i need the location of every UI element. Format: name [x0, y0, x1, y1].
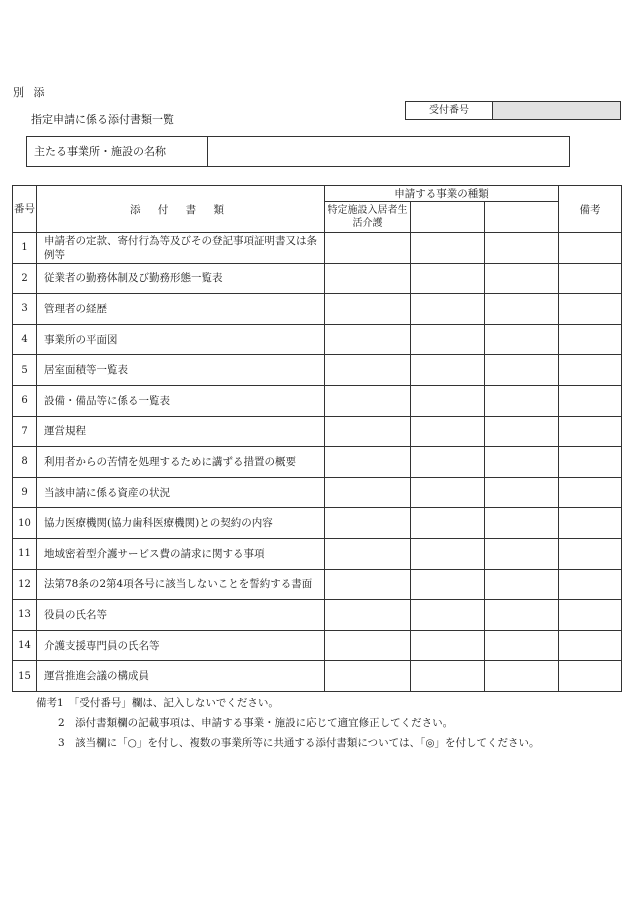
- row-document-name: 法第78条の2第4項各号に該当しないことを誓約する書面: [37, 569, 325, 600]
- header-number: 番号: [13, 186, 37, 233]
- row-document-name: 申請者の定款、寄付行為等及びその登記事項証明書又は条例等: [37, 233, 325, 264]
- row-document-name: 従業者の勤務体制及び勤務形態一覧表: [37, 263, 325, 294]
- row-document-name: 当該申請に係る資産の状況: [37, 477, 325, 508]
- note-1: 備考1 「受付番号」欄は、記入しないでください。: [36, 697, 279, 709]
- row-kind-2-cell[interactable]: [411, 538, 485, 569]
- row-kind-3-cell[interactable]: [485, 661, 559, 692]
- row-remarks-cell[interactable]: [559, 324, 622, 355]
- header-kind-3: [485, 202, 559, 233]
- row-remarks-cell[interactable]: [559, 508, 622, 539]
- row-document-name: 運営推進会議の構成員: [37, 661, 325, 692]
- row-remarks-cell[interactable]: [559, 447, 622, 478]
- table-row: [13, 477, 622, 508]
- facility-name-field[interactable]: [208, 137, 569, 166]
- row-kind-3-cell[interactable]: [485, 538, 559, 569]
- row-kind-1-cell[interactable]: [325, 538, 411, 569]
- row-number: 3: [13, 294, 37, 325]
- row-remarks-cell[interactable]: [559, 263, 622, 294]
- row-kind-2-cell[interactable]: [411, 508, 485, 539]
- row-kind-1-cell[interactable]: [325, 569, 411, 600]
- table-row: [13, 324, 622, 355]
- row-document-name: 運営規程: [37, 416, 325, 447]
- table-row: [13, 630, 622, 661]
- row-number: 14: [13, 630, 37, 661]
- row-kind-2-cell[interactable]: [411, 600, 485, 631]
- row-number: 6: [13, 385, 37, 416]
- row-number: 15: [13, 661, 37, 692]
- table-row: [13, 416, 622, 447]
- table-row: [13, 600, 622, 631]
- row-kind-1-cell[interactable]: [325, 233, 411, 264]
- row-kind-3-cell[interactable]: [485, 477, 559, 508]
- table-row: [13, 294, 622, 325]
- table-row: [13, 385, 622, 416]
- header-remarks: 備考: [559, 186, 622, 233]
- row-kind-2-cell[interactable]: [411, 263, 485, 294]
- table-row: [13, 447, 622, 478]
- row-kind-2-cell[interactable]: [411, 661, 485, 692]
- facility-name-label: 主たる事業所・施設の名称: [27, 137, 208, 166]
- row-document-name: 居室面積等一覧表: [37, 355, 325, 386]
- facility-name-box: [26, 136, 570, 167]
- header-kind-2: [411, 202, 485, 233]
- table-row: [13, 233, 622, 264]
- row-kind-1-cell[interactable]: [325, 324, 411, 355]
- row-kind-2-cell[interactable]: [411, 630, 485, 661]
- row-kind-3-cell[interactable]: [485, 416, 559, 447]
- row-kind-1-cell[interactable]: [325, 630, 411, 661]
- document-title: 指定申請に係る添付書類一覧: [31, 113, 174, 126]
- row-kind-1-cell[interactable]: [325, 416, 411, 447]
- row-kind-2-cell[interactable]: [411, 324, 485, 355]
- row-kind-3-cell[interactable]: [485, 447, 559, 478]
- row-kind-2-cell[interactable]: [411, 233, 485, 264]
- row-number: 4: [13, 324, 37, 355]
- row-remarks-cell[interactable]: [559, 294, 622, 325]
- row-kind-3-cell[interactable]: [485, 630, 559, 661]
- row-remarks-cell[interactable]: [559, 661, 622, 692]
- row-kind-2-cell[interactable]: [411, 477, 485, 508]
- row-remarks-cell[interactable]: [559, 538, 622, 569]
- attachment-label: 別 添: [13, 86, 48, 99]
- row-number: 8: [13, 447, 37, 478]
- header-kind-1: 特定施設入居者生活介護: [325, 202, 411, 233]
- row-kind-3-cell[interactable]: [485, 263, 559, 294]
- row-kind-2-cell[interactable]: [411, 355, 485, 386]
- row-document-name: 事業所の平面図: [37, 324, 325, 355]
- row-document-name: 利用者からの苦情を処理するために講ずる措置の概要: [37, 447, 325, 478]
- row-kind-2-cell[interactable]: [411, 447, 485, 478]
- row-kind-3-cell[interactable]: [485, 508, 559, 539]
- row-document-name: 介護支援専門員の氏名等: [37, 630, 325, 661]
- table-row: [13, 569, 622, 600]
- row-kind-3-cell[interactable]: [485, 233, 559, 264]
- row-kind-2-cell[interactable]: [411, 416, 485, 447]
- row-remarks-cell[interactable]: [559, 355, 622, 386]
- row-remarks-cell[interactable]: [559, 385, 622, 416]
- table-row: [13, 508, 622, 539]
- table-row: [13, 355, 622, 386]
- row-number: 11: [13, 538, 37, 569]
- row-number: 9: [13, 477, 37, 508]
- remarks-notes: [36, 693, 540, 753]
- receipt-number-label: 受付番号: [406, 102, 493, 119]
- row-kind-3-cell[interactable]: [485, 600, 559, 631]
- row-remarks-cell[interactable]: [559, 569, 622, 600]
- receipt-number-box: [405, 101, 621, 120]
- row-document-name: 管理者の経歴: [37, 294, 325, 325]
- row-kind-1-cell[interactable]: [325, 263, 411, 294]
- row-kind-2-cell[interactable]: [411, 385, 485, 416]
- row-kind-3-cell[interactable]: [485, 294, 559, 325]
- row-remarks-cell[interactable]: [559, 477, 622, 508]
- row-kind-2-cell[interactable]: [411, 294, 485, 325]
- note-3: 3 該当欄に「○」を付し、複数の事業所等に共通する添付書類については、「◎」を付してください。: [58, 737, 540, 749]
- row-kind-1-cell[interactable]: [325, 661, 411, 692]
- row-remarks-cell[interactable]: [559, 600, 622, 631]
- header-documents: 添 付 書 類: [37, 186, 325, 233]
- row-kind-1-cell[interactable]: [325, 447, 411, 478]
- receipt-number-field[interactable]: [493, 102, 620, 119]
- attachment-table: [12, 185, 622, 692]
- row-kind-1-cell[interactable]: [325, 477, 411, 508]
- row-document-name: 地域密着型介護サービス費の請求に関する事項: [37, 538, 325, 569]
- row-kind-3-cell[interactable]: [485, 324, 559, 355]
- row-kind-2-cell[interactable]: [411, 569, 485, 600]
- row-number: 12: [13, 569, 37, 600]
- row-number: 7: [13, 416, 37, 447]
- header-business-kinds: 申請する事業の種類: [325, 186, 559, 202]
- row-document-name: 役員の氏名等: [37, 600, 325, 631]
- row-kind-1-cell[interactable]: [325, 294, 411, 325]
- table-row: [13, 538, 622, 569]
- note-2: 2 添付書類欄の記載事項は、申請する事業・施設に応じて適宜修正してください。: [58, 717, 454, 729]
- row-kind-1-cell[interactable]: [325, 385, 411, 416]
- row-kind-1-cell[interactable]: [325, 355, 411, 386]
- row-number: 13: [13, 600, 37, 631]
- row-kind-1-cell[interactable]: [325, 600, 411, 631]
- row-document-name: 設備・備品等に係る一覧表: [37, 385, 325, 416]
- row-document-name: 協力医療機関(協力歯科医療機関)との契約の内容: [37, 508, 325, 539]
- row-remarks-cell[interactable]: [559, 416, 622, 447]
- row-remarks-cell[interactable]: [559, 233, 622, 264]
- table-row: [13, 661, 622, 692]
- row-remarks-cell[interactable]: [559, 630, 622, 661]
- row-kind-1-cell[interactable]: [325, 508, 411, 539]
- row-kind-3-cell[interactable]: [485, 385, 559, 416]
- row-number: 1: [13, 233, 37, 264]
- row-kind-3-cell[interactable]: [485, 355, 559, 386]
- row-number: 2: [13, 263, 37, 294]
- row-number: 5: [13, 355, 37, 386]
- row-number: 10: [13, 508, 37, 539]
- table-row: [13, 263, 622, 294]
- row-kind-3-cell[interactable]: [485, 569, 559, 600]
